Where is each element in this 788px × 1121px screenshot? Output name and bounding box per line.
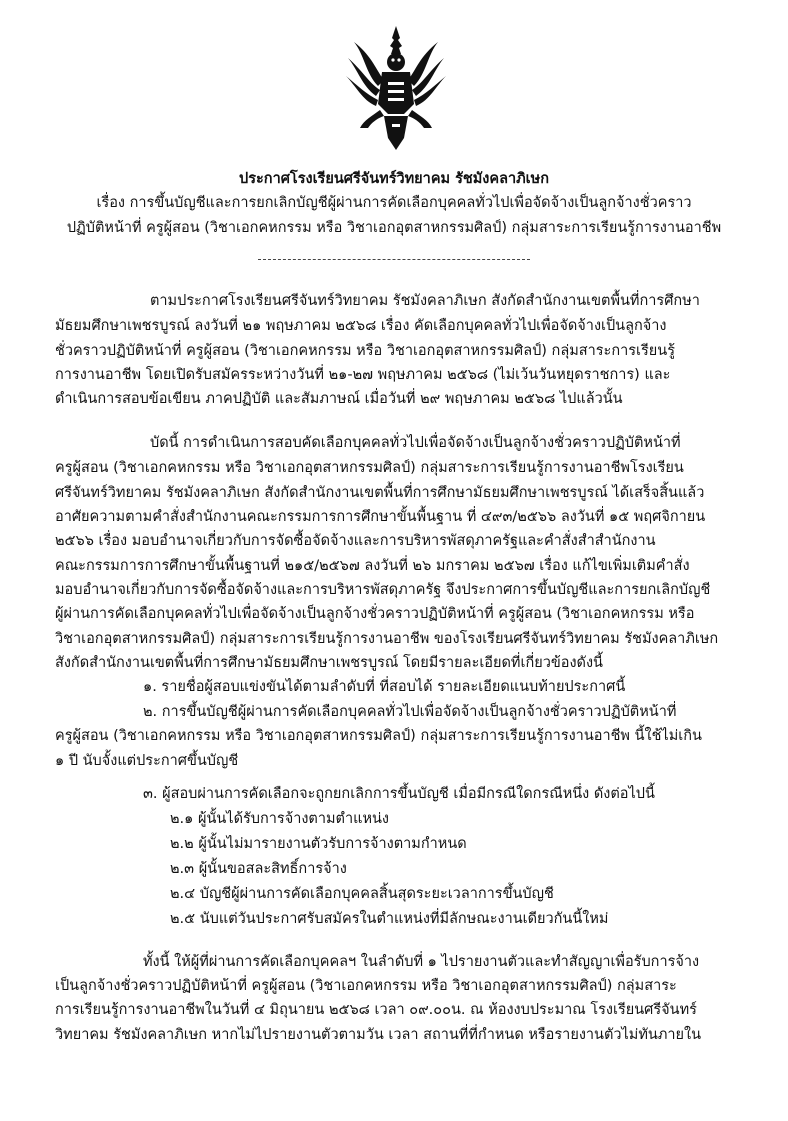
paragraph-3-line: ทั้งนี้ ให้ผู้ที่ผ่านการคัดเลือกบุคคลฯ ในลำดับที่ ๑ ไปรายงานตัวและทำสัญญาเพื่อรับการจ้าง	[143, 954, 700, 970]
sub-list-item: ๒.๔ บัญชีผู้ผ่านการคัดเลือกบุคคลสิ้นสุดระยะเวลาการขึ้นบัญชี	[170, 886, 554, 902]
list-item-continuation: ครูผู้สอน (วิชาเอกคหกรรม หรือ วิชาเอกอุตสาหกรรมศิลป์) กลุ่มสาระการเรียนรู้การงานอาชีพ นี้ใช้ไม่เกิน	[55, 728, 702, 744]
garuda-emblem-icon	[344, 24, 448, 152]
paragraph-2-line: วิชาเอกอุตสาหกรรมศิลป์) กลุ่มสาระการเรียนรู้การงานอาชีพ ของโรงเรียนศรีจันทร์วิทยาคม รัชมังคลาภิเษก	[55, 631, 719, 647]
paragraph-1-line: ดำเนินการสอบข้อเขียน ภาคปฏิบัติ และสัมภาษณ์ เมื่อวันที่ ๒๙ พฤษภาคม ๒๕๖๘ ไปแล้วนั้น	[55, 391, 623, 407]
list-item: ๒. การขึ้นบัญชีผู้ผ่านการคัดเลือกบุคคลทั่วไปเพื่อจัดจ้างเป็นลูกจ้างชั่วคราวปฏิบัติหน้าที่	[143, 704, 677, 720]
divider	[258, 259, 530, 260]
paragraph-2-line: สังกัดสำนักงานเขตพื้นที่การศึกษามัธยมศึกษาเพชรบูรณ์ โดยมีรายละเอียดที่เกี่ยวข้องดังนี้	[55, 655, 603, 671]
list-item: ๑. รายชื่อผู้สอบแข่งขันได้ตามลำดับที่ ที่สอบได้ รายละเอียดแนบท้ายประกาศนี้	[143, 679, 626, 695]
paragraph-1-line: การงานอาชีพ โดยเปิดรับสมัครระหว่างวันที่ ๒๑-๒๗ พฤษภาคม ๒๕๖๘ (ไม่เว้นวันหยุดราชการ) และ	[55, 367, 671, 383]
paragraph-2-line: มอบอำนาจเกี่ยวกับการจัดซื้อจัดจ้างและการบริหารพัสดุภาครัฐ จึงประกาศการขึ้นบัญชีและการยกเลิกบัญชี	[55, 582, 711, 598]
paragraph-2-line: ผู้ผ่านการคัดเลือกบุคคลทั่วไปเพื่อจัดจ้างเป็นลูกจ้างชั่วคราวปฏิบัติหน้าที่ ครูผู้สอน (วิชาเอกคหกรรม หรือ	[55, 606, 695, 622]
paragraph-1-line: ตามประกาศโรงเรียนศรีจันทร์วิทยาคม รัชมังคลาภิเษก สังกัดสำนักงานเขตพื้นที่การศึกษา	[150, 293, 700, 309]
paragraph-2-line: คณะกรรมการการศึกษาขั้นพื้นฐานที่ ๒๑๕/๒๕๖๗ ลงวันที่ ๒๖ มกราคม ๒๕๖๗ เรื่อง แก้ไขเพิ่มเติมคำสั่ง	[55, 558, 690, 574]
sub-list-item: ๒.๒ ผู้นั้นไม่มารายงานตัวรับการจ้างตามกำหนด	[170, 836, 467, 852]
announcement-title: ประกาศโรงเรียนศรีจันทร์วิทยาคม รัชมังคลาภิเษก	[239, 171, 549, 187]
paragraph-2-line: ครูผู้สอน (วิชาเอกคหกรรม หรือ วิชาเอกอุตสาหกรรมศิลป์) กลุ่มสาระการเรียนรู้การงานอาชีพโรงเรียน	[55, 460, 684, 476]
paragraph-1-line: ชั่วคราวปฏิบัติหน้าที่ ครูผู้สอน (วิชาเอกคหกรรม หรือ วิชาเอกอุตสาหกรรมศิลป์) กลุ่มสาระการเรียนรู้	[55, 343, 675, 359]
subject-line-1: เรื่อง การขึ้นบัญชีและการยกเลิกบัญชีผู้ผ่านการคัดเลือกบุคคลทั่วไปเพื่อจัดจ้างเป็นลูกจ้างชั่วคราว	[96, 195, 692, 211]
paragraph-2-line: บัดนี้ การดำเนินการสอบคัดเลือกบุคคลทั่วไปเพื่อจัดจ้างเป็นลูกจ้างชั่วคราวปฏิบัติหน้าที่	[150, 435, 681, 451]
sub-list-item: ๒.๑ ผู้นั้นได้รับการจ้างตามตำแหน่ง	[170, 811, 390, 827]
paragraph-2-line: อาศัยความตามคำสั่งสำนักงานคณะกรรมการการศึกษาขั้นพื้นฐาน ที่ ๔๙๓/๒๕๖๖ ลงวันที่ ๑๕ พฤศจิกายน	[55, 509, 706, 525]
list-item-continuation: ๑ ปี นับจั้งแต่ประกาศขึ้นบัญชี	[55, 753, 239, 769]
paragraph-2-line: ๒๕๖๖ เรื่อง มอบอำนาจเกี่ยวกับการจัดซื้อจัดจ้างและการบริหารพัสดุภาครัฐและคำสั่งสำสำนักงาน	[55, 533, 656, 549]
sub-list-item: ๒.๕ นับแต่วันประกาศรับสมัครในตำแหน่งที่มีลักษณะงานเดียวกันนี้ใหม่	[170, 911, 609, 927]
paragraph-3-line: การเรียนรู้การงานอาชีพในวันที่ ๔ มิถุนายน ๒๕๖๘ เวลา ๐๙.๐๐น. ณ ห้องงบประมาณ โรงเรียนศรีจันทร์	[55, 1002, 697, 1018]
paragraph-3-line: วิทยาคม รัชมังคลาภิเษก หากไม่ไปรายงานตัวตามวัน เวลา สถานที่ที่กำหนด หรือรายงานตัวไม่ทันภายใน	[55, 1027, 702, 1043]
sub-list-item: ๒.๓ ผู้นั้นขอสละสิทธิ์การจ้าง	[170, 861, 347, 877]
paragraph-2-line: ศรีจันทร์วิทยาคม รัชมังคลาภิเษก สังกัดสำนักงานเขตพื้นที่การศึกษามัธยมศึกษาเพชรบูรณ์ ได้เสร็จสิ้นแล้ว	[55, 485, 705, 501]
list-item: ๓. ผู้สอบผ่านการคัดเลือกจะถูกยกเลิกการขึ้นบัญชี เมื่อมีกรณีใดกรณีหนึ่ง ดังต่อไปนี้	[143, 786, 655, 802]
paragraph-1-line: มัธยมศึกษาเพชรบูรณ์ ลงวันที่ ๒๑ พฤษภาคม ๒๕๖๘ เรื่อง คัดเลือกบุคคลทั่วไปเพื่อจัดจ้างเป็นลูกจ้าง	[55, 318, 667, 334]
paragraph-3-line: เป็นลูกจ้างชั่วคราวปฏิบัติหน้าที่ ครูผู้สอน (วิชาเอกคหกรรม หรือ วิชาเอกอุตสาหกรรมศิลป์) กลุ่มสาระ	[55, 978, 677, 994]
subject-line-2: ปฏิบัติหน้าที่ ครูผู้สอน (วิชาเอกคหกรรม หรือ วิชาเอกอุตสาหกรรมศิลป์) กลุ่มสาระการเรียนรู้การงานอาชีพ	[66, 220, 722, 236]
